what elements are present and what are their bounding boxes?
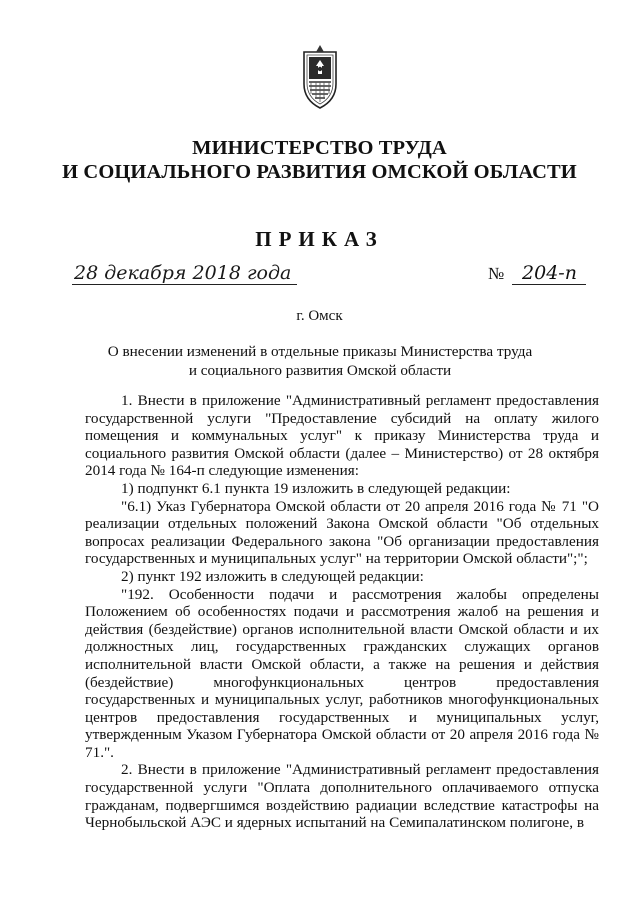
coat-of-arms-emblem xyxy=(300,44,340,110)
paragraph-1-2-text: "192. Особенности подачи и рассмотрения жалобы определены Положением об особенностях подачи и рассмотрения жалоб на решения и действия (бездействие) органов исполнительной власти Омской области и их должностных лиц, государственных гражданских служащих органов исполнительной власти Омской области, а также на решения и действия (бездействие) многофункциональных центров предоставления государственных и муниципальных услуг, работников многофункциональных центров предоставления государственных и муниципальных услуг, утвержденным Указом Губернатора Омской области от 20 апреля 2016 года № 71.". xyxy=(85,585,599,761)
subject-line-2: и социального развития Омской области xyxy=(188,362,452,379)
order-body xyxy=(85,392,599,832)
paragraph-1-1-text: "6.1) Указ Губернатора Омской области от 20 апреля 2016 года № 71 "О реализации отдельных положений Закона Омской области "Об отдельных вопросах реализации Федерального закона "Об организации предоставления государственных и муниципальных услуг" на территории Омской области";"; xyxy=(85,497,599,568)
city-label: г. Омск xyxy=(296,308,343,324)
paragraph-1-1: 1) подпункт 6.1 пункта 19 изложить в следующей редакции: xyxy=(121,479,511,497)
ministry-name-line-1: МИНИСТЕРСТВО ТРУДА xyxy=(192,137,447,159)
handwritten-number: 204-п xyxy=(512,262,586,285)
ministry-name-line-2: И СОЦИАЛЬНОГО РАЗВИТИЯ ОМСКОЙ ОБЛАСТИ xyxy=(62,161,577,183)
paragraph-1-2: 2) пункт 192 изложить в следующей редакции: xyxy=(121,567,424,585)
paragraph-2: 2. Внести в приложение "Административный регламент предоставления государственной услуги "Оплата дополнительного оплачиваемого отпуска гражданам, подвергшимся воздействию радиации вследствие катастрофы на Чернобыльской АЭС и ядерных испытаний на Семипалатинском полигоне, в xyxy=(85,761,599,832)
handwritten-date: 28 декабря 2018 года xyxy=(72,262,297,285)
paragraph-1: 1. Внести в приложение "Административный регламент предоставления государственной услуги "Предоставление субсидий на оплату жилого помещения и коммунальных услуг" к приказу Министерства труда и социального развития Омской области (далее – Министерство) от 28 октября 2014 года № 164-п следующие изменения: xyxy=(85,392,599,480)
order-subject xyxy=(100,342,540,380)
document-type-title: ПРИКАЗ xyxy=(255,227,384,251)
order-number xyxy=(488,262,586,285)
subject-line-1: О внесении изменений в отдельные приказы Министерства труда xyxy=(107,343,533,360)
number-sign: № xyxy=(488,264,505,283)
